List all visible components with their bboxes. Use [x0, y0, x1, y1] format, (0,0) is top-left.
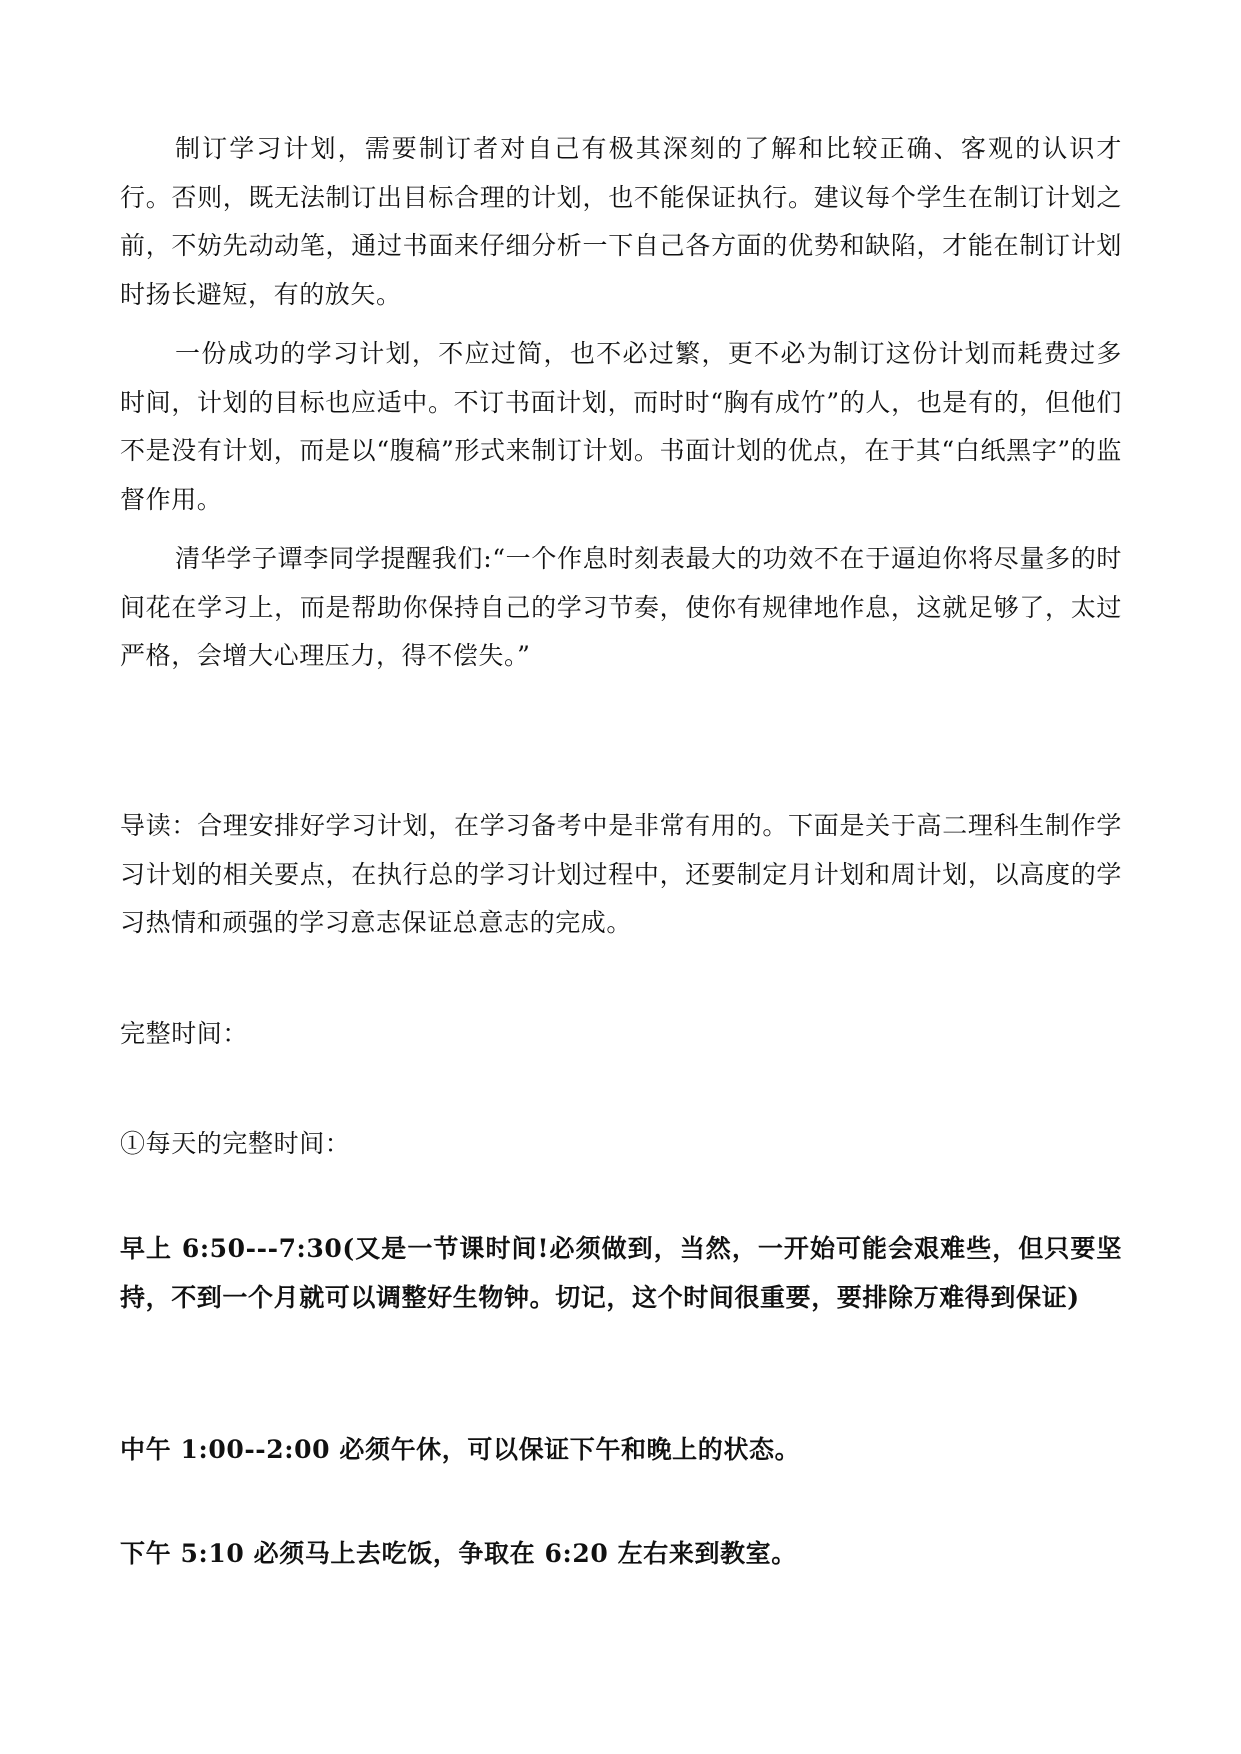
heading-daily-complete-time: ①每天的完整时间：: [120, 1129, 351, 1158]
schedule-noon: 中午 1:00--2:00 必须午休，可以保证下午和晚上的状态。: [120, 1435, 801, 1464]
heading-complete-time: 完整时间：: [120, 1019, 249, 1048]
paragraph-tsinghua-quote: 清华学子谭李同学提醒我们:“一个作息时刻表最大的功效不在于逼迫你将尽量多的时间花在学习上，而是帮助你保持自己的学习节奏，使你有规律地作息，这就足够了，太过严格，会增大心理压力，得不偿失。”: [120, 544, 1122, 670]
paragraph-guide: 导读：合理安排好学习计划，在学习备考中是非常有用的。下面是关于高二理科生制作学习计划的相关要点，在执行总的学习计划过程中，还要制定月计划和周计划，以高度的学习热情和顽强的学习意志保证总意志的完成。: [120, 811, 1122, 937]
schedule-afternoon: 下午 5:10 必须马上去吃饭，争取在 6:20 左右来到教室。: [120, 1539, 797, 1568]
paragraph-successful-plan: 一份成功的学习计划，不应过简，也不必过繁，更不必为制订这份计划而耗费过多时间，计划的目标也应适中。不订书面计划，而时时“胸有成竹”的人，也是有的，但他们不是没有计划，而是以“腹稿”形式来制订计划。书面计划的优点，在于其“白纸黑字”的监督作用。: [120, 339, 1122, 514]
schedule-morning: 早上 6:50---7:30(又是一节课时间!必须做到，当然，一开始可能会艰难些，但只要坚持，不到一个月就可以调整好生物钟。切记，这个时间很重要，要排除万难得到保证): [120, 1234, 1122, 1312]
paragraph-self-knowledge: 制订学习计划，需要制订者对自己有极其深刻的了解和比较正确、客观的认识才行。否则，既无法制订出目标合理的计划，也不能保证执行。建议每个学生在制订计划之前，不妨先动动笔，通过书面来仔细分析一下自己各方面的优势和缺陷，才能在制订计划时扬长避短，有的放矢。: [120, 134, 1122, 309]
